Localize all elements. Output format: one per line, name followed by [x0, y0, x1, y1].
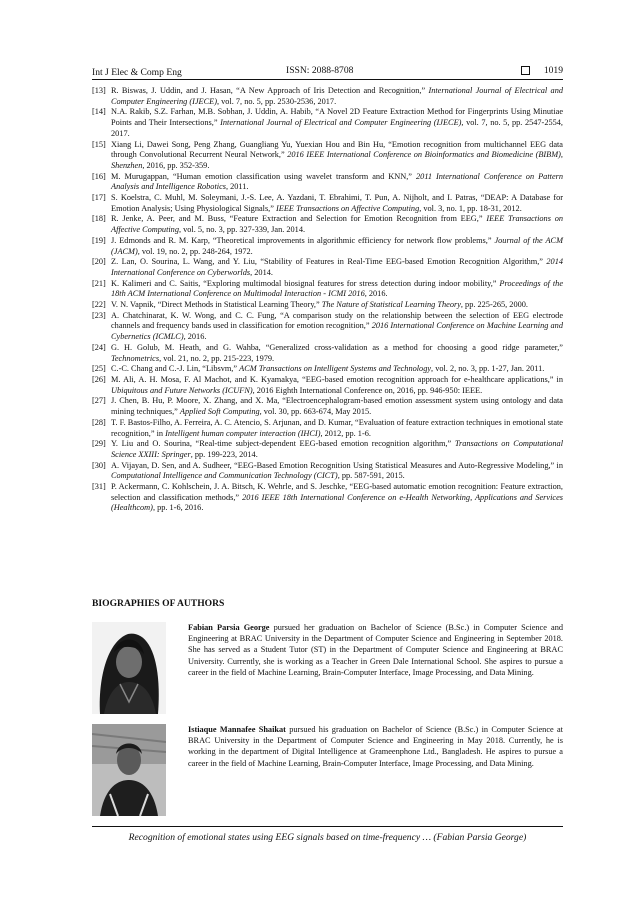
reference-text: M. Murugappan, “Human emotion classification using wavelet transform and KNN,” 2011 International Conference on Pattern Analysis and Intelligence Robotics, 2011.: [111, 171, 564, 192]
author-portrait-image: [92, 622, 166, 714]
reference-item: [92, 193, 563, 214]
reference-number: [21]: [92, 278, 106, 288]
biographies-heading: BIOGRAPHIES OF AUTHORS: [92, 598, 225, 609]
reference-item: [92, 172, 563, 193]
header-divider: [92, 79, 563, 80]
reference-number: [29]: [92, 439, 106, 449]
author-photo: [92, 622, 166, 714]
reference-text: A. Vijayan, D. Sen, and A. Sudheer, “EEG-Based Emotion Recognition Using Statistical Measures and Auto-Regressive Modeling,” in Computational Intelligence and Communication Technology (CICT), pp. 587-591, 2015.: [111, 460, 563, 481]
reference-item: [92, 364, 563, 375]
page-footer: Recognition of emotional states using EEG signals based on time-frequency … (Fabian Parsia George): [128, 832, 527, 843]
reference-text: J. Edmonds and R. M. Karp, “Theoretical improvements in algorithmic efficiency for network flow problems,” Journal of the ACM (JACM), vol. 19, no. 2, pp. 248-264, 1972.: [111, 235, 563, 256]
reference-number: [28]: [92, 417, 106, 427]
reference-item: [92, 214, 563, 235]
reference-number: [16]: [92, 171, 106, 181]
reference-text: M. Ali, A. H. Mosa, F. Al Machot, and K. Kyamakya, “EEG-based emotion recognition approach for e-healthcare applications,” in Ubiquitous and Future Networks (ICUFN), 2016 Eighth International Conference on, 2016, pp. 946-950: IEEE.: [111, 374, 563, 395]
reference-item: [92, 482, 563, 514]
reference-item: [92, 279, 563, 300]
reference-item: [92, 375, 563, 396]
reference-text: P. Ackermann, C. Kohlschein, J. A. Bitsch, K. Wehrle, and S. Jeschke, “EEG-based automatic emotion recognition: Feature extraction, selection and classification methods,” 2016 IEEE 18th International Conference on e-Health Networking, Applications and Services (Healthcom), pp. 1-6, 2016.: [111, 482, 563, 513]
reference-item: [92, 86, 563, 107]
author-bio-text: Istiaque Mannafee Shaikat pursued his graduation on Bachelor of Science (B.Sc.) in Computer Science at BRAC University in the Department of Computer Science and Engineering in May 2018. Currently, he is working in the department of Digital Intelligence at Grameenphone Ltd., Bangladesh. He aspires to pursue a career in the field of Machine Learning, Brain-Computer Interface, Image Processing, and Data Mining.: [188, 725, 563, 768]
author-bio-text: Fabian Parsia George pursued her graduation on Bachelor of Science (B.Sc.) in Computer Science and Engineering at BRAC University in the Department of Computer Science and Engineering in September 2018. She has served as a Student Tutor (ST) in the Department of Computer Science and Engineering at BRAC University. Currently, she is working as a Teacher in Green Dale International School. She aspires to pursue a career in the field of Machine Learning, Brain-Computer Interface, Image Processing, and Data Mining.: [188, 623, 563, 677]
reference-item: [92, 236, 563, 257]
author-portrait-image: [92, 724, 166, 816]
reference-text: R. Biswas, J. Uddin, and J. Hasan, “A New Approach of Iris Detection and Recognition,” International Journal of Electrical and Computer Engineering (IJECE), vol. 7, no. 5, pp. 2530-2536, 2017.: [111, 86, 563, 106]
checkbox-square-icon: [521, 66, 530, 75]
reference-text: Xiang Li, Dawei Song, Peng Zhang, Guangliang Yu, Yuexian Hou and Bin Hu, “Emotion recognition from multichannel EEG data through Convolutional Recurrent Neural Network,” 2016 IEEE International Conference on Bioinformatics and Biomedicine (BIBM), Shenzhen, 2016, pp. 352-359.: [111, 139, 563, 170]
reference-number: [14]: [92, 107, 106, 117]
reference-item: [92, 311, 563, 343]
reference-number: [27]: [92, 396, 106, 406]
reference-item: [92, 461, 563, 482]
journal-name: Int J Elec & Comp Eng: [92, 67, 182, 78]
reference-number: [13]: [92, 86, 106, 95]
author-name: Fabian Parsia George: [188, 623, 270, 632]
reference-number: [15]: [92, 139, 106, 149]
header-right: [521, 65, 563, 76]
reference-number: [19]: [92, 235, 106, 245]
reference-text: R. Jenke, A. Peer, and M. Buss, “Feature Extraction and Selection for Emotion Recognition from EEG,” IEEE Transactions on Affective Computing, vol. 5, no. 3, pp. 327-339, Jan. 2014.: [111, 214, 563, 235]
reference-number: [24]: [92, 342, 106, 352]
page-number: 1019: [543, 65, 563, 76]
reference-item: [92, 343, 563, 364]
reference-item: [92, 107, 563, 139]
author-name: Istiaque Mannafee Shaikat: [188, 725, 286, 734]
reference-text: K. Kalimeri and C. Saitis, “Exploring multimodal biosignal features for stress detection during indoor mobility,” Proceedings of the 18th ACM International Conference on Multimodal Interaction - ICMI 2016, 2016.: [111, 278, 563, 299]
reference-text: Y. Liu and O. Sourina, “Real-time subject-dependent EEG-based emotion recognition algorithm,” Transactions on Computational Science XXIII: Springer, pp. 199-223, 2014.: [111, 439, 564, 459]
reference-number: [23]: [92, 310, 106, 320]
reference-text: C.-C. Chang and C.-J. Lin, “Libsvm,” ACM Transactions on Intelligent Systems and Technology, vol. 2, no. 3, pp. 1-27, Jan. 2011.: [111, 364, 545, 374]
reference-number: [22]: [92, 300, 106, 310]
reference-item: [92, 418, 563, 439]
reference-number: [31]: [92, 482, 106, 492]
reference-number: [18]: [92, 214, 106, 224]
page-header: [92, 58, 563, 78]
reference-number: [30]: [92, 460, 106, 470]
reference-number: [26]: [92, 374, 106, 384]
author-photo: [92, 724, 166, 816]
reference-number: [20]: [92, 257, 106, 267]
reference-item: [92, 396, 563, 417]
reference-text: Z. Lan, O. Sourina, L. Wang, and Y. Liu, “Stability of Features in Real-Time EEG-based Emotion Recognition Algorithm,” 2014 International Conference on Cyberworlds, 2014.: [111, 257, 563, 277]
reference-number: [17]: [92, 193, 106, 203]
reference-item: [92, 257, 563, 278]
reference-text: T. F. Bastos-Filho, A. Ferreira, A. C. Atencio, S. Arjunan, and D. Kumar, “Evaluation of feature extraction techniques in emotional state recognition,” in Intelligent human computer interaction (IHCI), 2012, pp. 1-6.: [111, 417, 563, 438]
reference-text: J. Chen, B. Hu, P. Moore, X. Zhang, and X. Ma, “Electroencephalogram-based emotion assessment system using ontology and data mining techniques,” Applied Soft Computing, vol. 30, pp. 663-674, May 2015.: [111, 396, 563, 417]
reference-text: G. H. Golub, M. Heath, and G. Wahba, “Generalized cross-validation as a method for choosing a good ridge parameter,” Technometrics, vol. 21, no. 2, pp. 215-223, 1979.: [111, 342, 563, 363]
reference-list: [92, 86, 563, 514]
reference-text: N.A. Rakib, S.Z. Farhan, M.B. Sobhan, J. Uddin, A. Habib, “A Novel 2D Feature Extraction Method for Fingerprints Using Minutiae Points and Their Intersections,” International Journal of Electrical and Computer Engineering (IJECE), vol. 7, no. 5, pp. 2547-2554, 2017.: [111, 107, 563, 138]
reference-number: [25]: [92, 364, 106, 374]
reference-item: [92, 439, 563, 460]
reference-item: [92, 140, 563, 172]
reference-text: V. N. Vapnik, “Direct Methods in Statistical Learning Theory,” The Nature of Statistical Learning Theory, pp. 225-265, 2000.: [111, 300, 528, 310]
footer-divider: [92, 826, 563, 827]
reference-text: S. Koelstra, C. Muhl, M. Soleymani, J.-S. Lee, A. Yazdani, T. Ebrahimi, T. Pun, A. Nijholt, and I. Patras, “DEAP: A Database for Emotion Analysis; Using Physiological Signals,” IEEE Transactions on Affective Computing, vol. 3, no. 1, pp. 18-31, 2012.: [111, 193, 563, 213]
reference-text: A. Chatchinarat, K. W. Wong, and C. C. Fung, “A comparison study on the relationship between the selection of EEG electrode channels and frequency bands used in classification for emotion recognition,” 2016 International Conference on Machine Learning and Cybernetics (ICMLC), 2016.: [111, 310, 563, 342]
reference-item: [92, 300, 563, 311]
issn: ISSN: 2088-8708: [286, 65, 354, 76]
